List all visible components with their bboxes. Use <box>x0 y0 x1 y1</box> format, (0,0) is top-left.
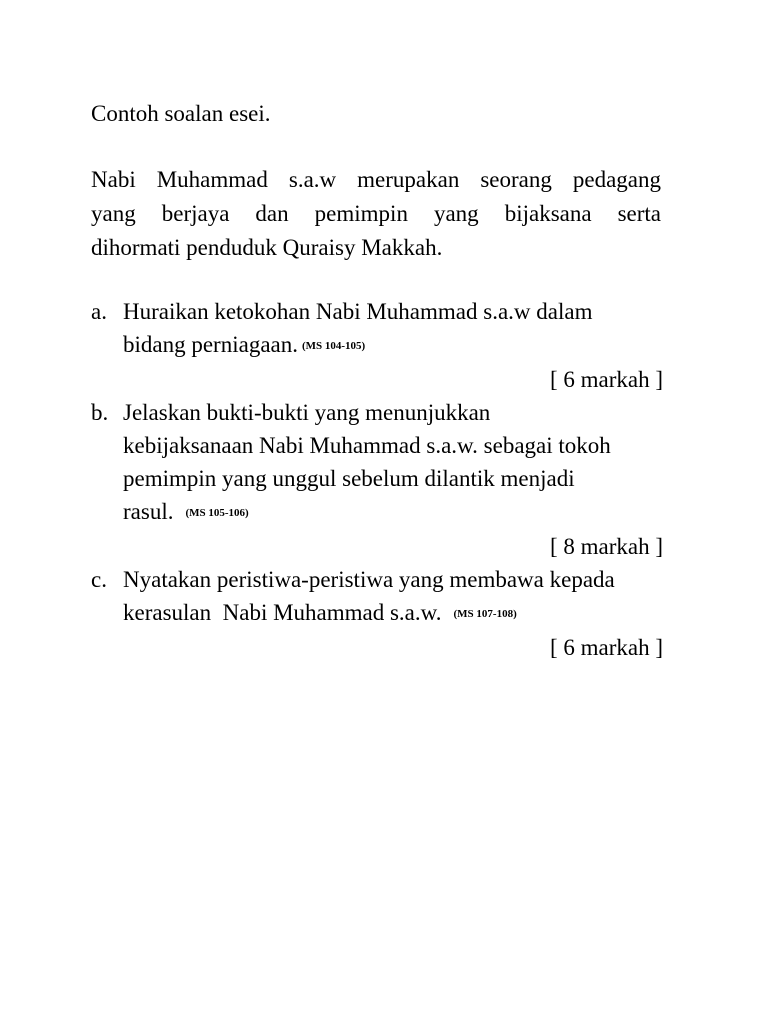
question-line-with-ref <box>123 495 663 530</box>
marks-label: [ 6 markah ] <box>549 635 663 660</box>
question-line-with-ref <box>123 328 663 363</box>
question-line-text: bidang perniagaan. <box>123 332 298 357</box>
question-line: Huraikan ketokohan Nabi Muhammad s.a.w dalam <box>123 299 593 324</box>
question-line: Jelaskan bukti-bukti yang menunjukkan <box>123 400 491 425</box>
question-list <box>91 295 663 664</box>
page-reference: (MS 105-106) <box>185 507 249 519</box>
question-letter: a. <box>91 299 107 324</box>
question-a <box>91 295 663 396</box>
marks-label: [ 8 markah ] <box>549 534 663 559</box>
question-line: kebijaksanaan Nabi Muhammad s.a.w. sebagai tokoh <box>123 433 611 458</box>
question-b <box>91 396 663 563</box>
question-letter: b. <box>91 400 109 425</box>
question-line: Nyatakan peristiwa-peristiwa yang membawa kepada <box>123 567 615 592</box>
intro-line: yang berjaya dan pemimpin yang bijaksana serta <box>91 201 661 226</box>
question-line-text: kerasulan Nabi Muhammad s.a.w. <box>123 600 442 625</box>
question-line-text: rasul. <box>123 499 174 524</box>
question-line-with-ref <box>123 596 663 631</box>
marks-label: [ 6 markah ] <box>549 367 663 392</box>
page-heading: Contoh soalan esei. <box>91 101 271 126</box>
question-c <box>91 563 663 664</box>
page-reference: (MS 107-108) <box>453 608 517 620</box>
intro-line: dihormati penduduk Quraisy Makkah. <box>91 235 443 260</box>
intro-paragraph <box>91 163 661 265</box>
intro-line: Nabi Muhammad s.a.w merupakan seorang pedagang <box>91 167 661 192</box>
question-letter: c. <box>91 567 107 592</box>
page-reference: (MS 104-105) <box>301 340 366 352</box>
question-line: pemimpin yang unggul sebelum dilantik menjadi <box>123 466 575 491</box>
